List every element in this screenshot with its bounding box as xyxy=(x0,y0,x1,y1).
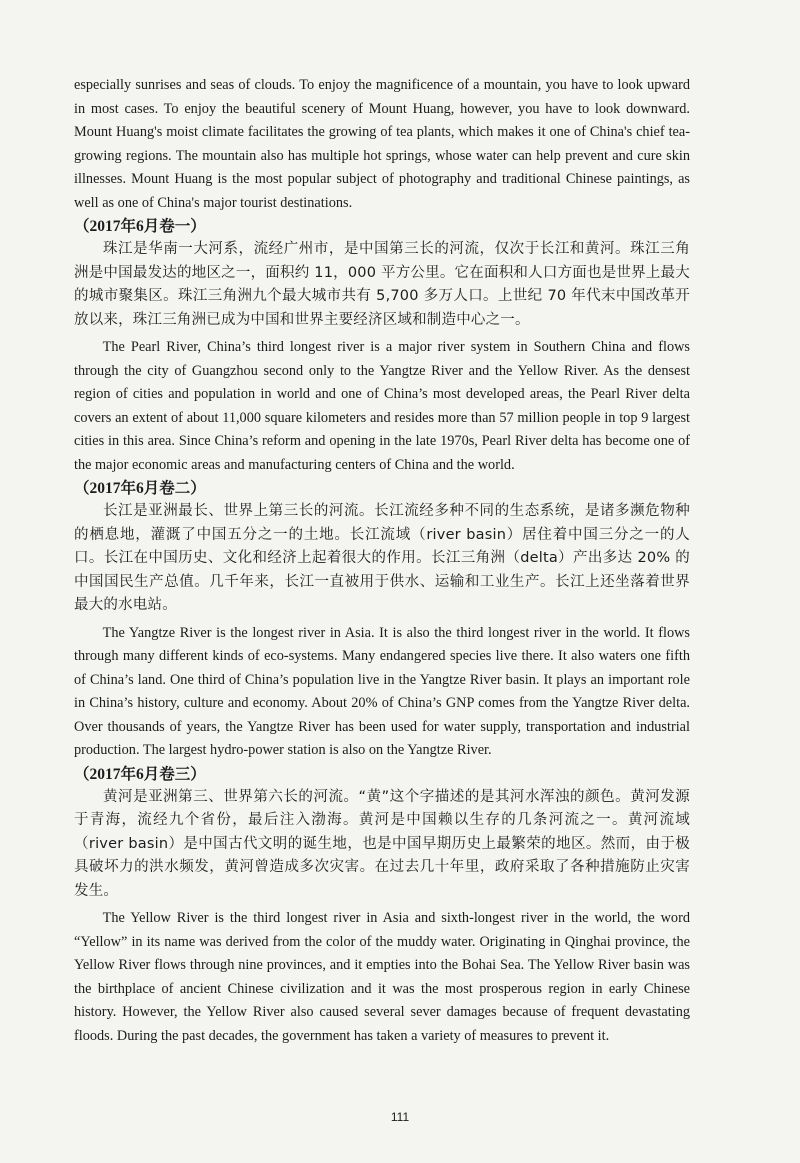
english-paragraph: The Yangtze River is the longest river in Asia. It is also the third longest river in the world. It flows through many different kinds of eco-systems. Many endangered species live there. It also waters one fifth of China’s land. One third of China’s population live in the Yangtze River basin. It plays an important role in China’s history, culture and economy. About 20% of China’s GNP comes from the Yangtze River delta. Over thousands of years, the Yangtze River has been used for water supply, transportation and industrial production. The largest hydro-power station is also on the Yangtze River. xyxy=(74,624,690,758)
chinese-paragraph: 珠江是华南一大河系，流经广州市，是中国第三长的河流，仅次于长江和黄河。珠江三角洲是中国最发达的地区之一，面积约 11，000 平方公里。它在面积和人口方面也是世界上最大的城市聚集区。珠江三角洲九个最大城市共有 5,700 多万人口。上世纪 70 年代末中国改革开放以来，珠江三角洲已成为中国和世界主要经济区域和制造中心之一。 xyxy=(74,241,690,328)
section-2 xyxy=(74,477,690,763)
chinese-paragraph: 黄河是亚洲第三、世界第六长的河流。“黄”这个字描述的是其河水浑浊的颜色。黄河发源于青海，流经九个省份，最后注入渤海。黄河是中国赖以生存的几条河流之一。黄河流域（river basin）是中国古代文明的诞生地，也是中国早期历史上最繁荣的地区。然而，由于极具破坏力的洪水频发，黄河曾造成多次灾害。在过去几十年里，政府采取了各种措施防止灾害发生。 xyxy=(74,788,690,899)
section-heading: （2017年6月卷三） xyxy=(74,765,206,783)
section-heading: （2017年6月卷二） xyxy=(74,480,206,497)
section-3 xyxy=(74,763,690,1049)
english-paragraph: The Pearl River, China’s third longest river is a major river system in Southern China and flows through the city of Guangzhou second only to the Yangtze River and the Yellow River. As the densest region of cities and population in world and one of China’s most developed areas, the Pearl River delta covers an extent of about 11,000 square kilometers and resides more than 57 million people in top 9 largest cities in this area. Since China’s reform and opening in the late 1970s, Pearl River delta has become one of the major economic areas and manufacturing centers of China and the world. xyxy=(74,339,690,473)
english-paragraph: The Yellow River is the third longest river in Asia and sixth-longest river in the world, the word “Yellow” in its name was derived from the color of the muddy water. Originating in Qinghai province, the Yellow River flows through nine provinces, and it empties into the Bohai Sea. The Yellow River basin was the birthplace of ancient Chinese civilization and it was the most prosperous region in early Chinese history. However, the Yellow River also caused several sever damages because of frequent devastating floods. During the past decades, the government has taken a variety of measures to prevent it. xyxy=(74,910,690,1044)
page-number: 111 xyxy=(390,1110,410,1124)
chinese-paragraph: 长江是亚洲最长、世界上第三长的河流。长江流经多种不同的生态系统，是诸多濒危物种的栖息地，灌溉了中国五分之一的土地。长江流域（river basin）居住着中国三分之一的人口。长江在中国历史、文化和经济上起着很大的作用。长江三角洲（delta）产出多达 20% 的中国国民生产总值。几千年来，长江一直被用于供水、运输和工业生产。长江上还坐落着世界最大的水电站。 xyxy=(74,503,690,613)
intro-paragraph: especially sunrises and seas of clouds. To enjoy the magnificence of a mountain, you have to look upward in most cases. To enjoy the beautiful scenery of Mount Huang, however, you have to look downward. Mount Huang's moist climate facilitates the growing of tea plants, which makes it one of China's chief tea-growing regions. The mountain also has multiple hot springs, whose water can help prevent and cure skin illnesses. Mount Huang is the most popular subject of photography and traditional Chinese paintings, as well as one of China's major tourist destinations. xyxy=(74,77,690,211)
section-1 xyxy=(74,215,690,477)
page-content xyxy=(74,74,690,1048)
section-heading: （2017年6月卷一） xyxy=(74,218,206,235)
